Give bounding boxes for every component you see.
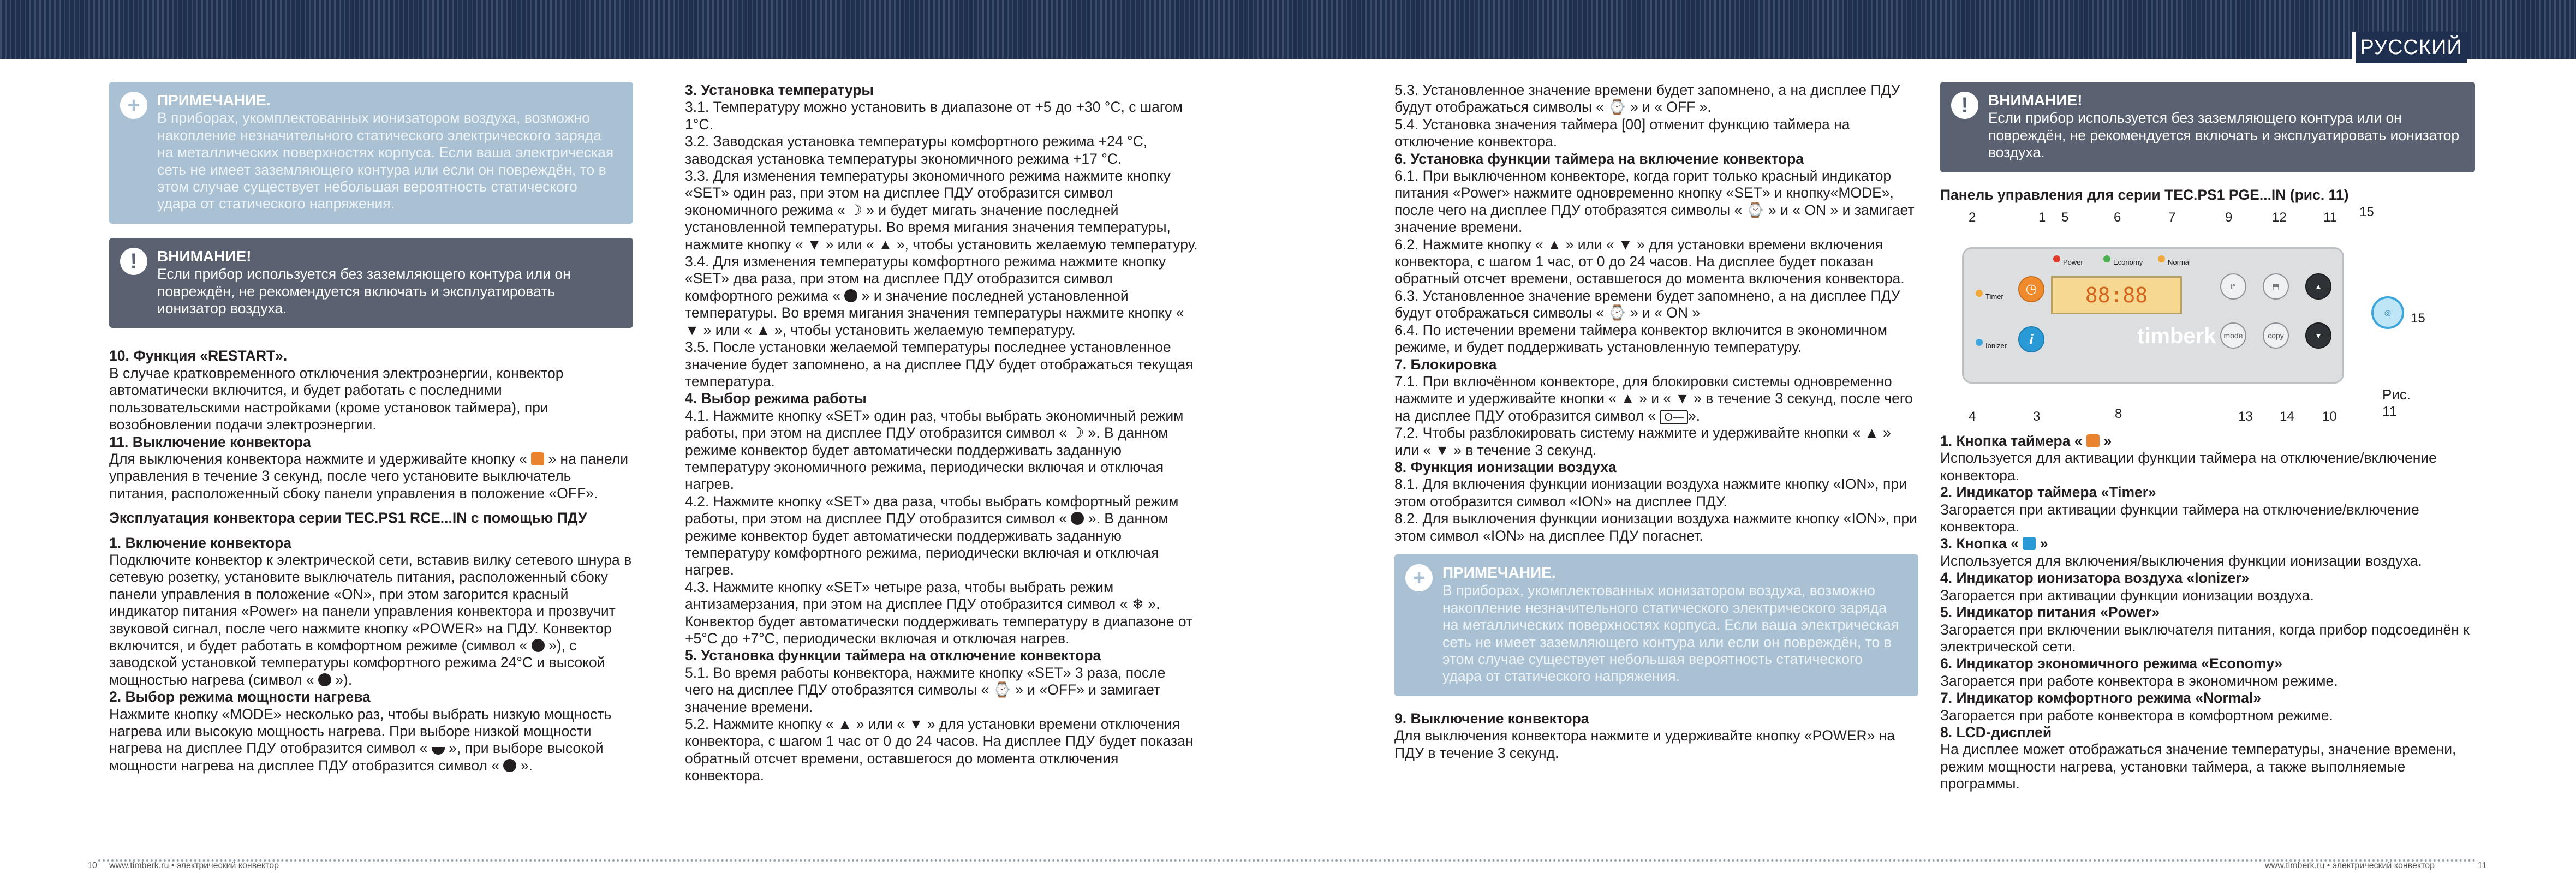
section-title: 10. Функция «RESTART». xyxy=(109,348,288,364)
timer-icon: ⌚ xyxy=(993,681,1011,698)
column-1 xyxy=(109,82,633,774)
note-title: ПРИМЕЧАНИЕ. xyxy=(1442,564,1556,581)
paragraph: 6.4. По истечении времени таймера конвектор включится в экономичном режиме, и будет поддерживать установленную температуру. xyxy=(1394,321,1887,356)
callout: 8 xyxy=(2115,406,2122,422)
moon-icon: ☽ xyxy=(1071,424,1084,441)
timer-icon: ⌚ xyxy=(1608,304,1626,321)
callout: 13 xyxy=(2238,409,2253,424)
remote-sensor: ◎ xyxy=(2371,296,2404,329)
note-box xyxy=(109,82,633,224)
low-power-icon xyxy=(432,747,445,755)
power-label: Power xyxy=(2063,258,2083,267)
figure-caption: Рис. 11 xyxy=(2382,386,2411,420)
paragraph: Для выключения конвектора нажмите и удерживайте кнопку « » на панели управления в течение 3 секунд, после чего установите выключатель питания, расположенный сбоку панели управления в положение «OFF». xyxy=(109,450,629,501)
copy-button[interactable]: copy xyxy=(2263,322,2289,349)
ion-button-icon xyxy=(2023,537,2036,550)
warning-box xyxy=(1940,82,2475,172)
plus-icon: + xyxy=(120,92,147,119)
ionizer-label: Ionizer xyxy=(1985,342,2007,350)
paragraph: Загорается при работе конвектора в экономичном режиме. xyxy=(1940,672,2338,689)
exclamation-icon: ! xyxy=(1951,92,1978,119)
item-title: 1. Кнопка таймера « » xyxy=(1940,433,2112,450)
paragraph: Загорается при активации функции таймера на отключение/включение конвектора. xyxy=(1940,501,2419,535)
section-title: 11. Выключение конвектора xyxy=(109,433,311,450)
paragraph: В случае кратковременного отключения электроэнергии, конвектор автоматически включится, и будет работать с последними пользовательскими настройками (кроме установок таймера), при возобновлении подачи электроэнергии. xyxy=(109,364,564,433)
paragraph: На дисплее может отображаться значение температуры, значение времени, режим мощности нагрева, установки таймера, а также выполняемые программы. xyxy=(1940,741,2456,792)
item-title: 4. Индикатор ионизатора воздуха «Ionizer» xyxy=(1940,570,2250,587)
paragraph: Загорается при включении выключателя питания, когда прибор подсоединён к электрической сети. xyxy=(1940,621,2470,655)
note-text: В приборах, укомплектованных ионизатором воздуха, возможно накопление незначительного статического электрического заряда на металлических поверхностях корпуса. Если ваша электрическая сеть не имеет заземляющего контура или если он повреждён, то в этом случае существует небольшая вероятность статического удара от статического напряжения. xyxy=(1442,582,1899,685)
section-title: 3. Установка температуры xyxy=(685,82,874,98)
note-box xyxy=(1394,554,1918,696)
item-title: 6. Индикатор экономичного режима «Economy» xyxy=(1940,655,2283,672)
panel-title: Панель управления для серии TEC.PS1 PGE...IN (рис. 11) xyxy=(1940,186,2349,203)
timer-button[interactable]: ◷ xyxy=(2018,276,2044,302)
paragraph: 4.2. Нажмите кнопку «SET» два раза, чтобы выбрать комфортный режим работы, при этом на дисплее ПДУ отобразится символ « ». В данном режиме конвектор будет автоматически поддерживать заданную температуру комфортного режима, периодически включая и отключая нагрев. xyxy=(685,493,1179,578)
section-title: 1. Включение конвектора xyxy=(109,534,291,551)
down-button[interactable]: ▼ xyxy=(2305,322,2331,349)
section-title: Эксплуатация конвектора серии TEC.PS1 RCE...IN с помощью ПДУ xyxy=(109,510,587,527)
normal-label: Normal xyxy=(2168,258,2191,267)
ion-button[interactable]: i xyxy=(2018,326,2044,352)
callout: 1 xyxy=(2038,210,2046,225)
item-title: 3. Кнопка « » xyxy=(1940,535,2048,552)
lcd-display: 88:88 xyxy=(2051,276,2182,314)
item-title: 2. Индикатор таймера «Timer» xyxy=(1940,484,2156,501)
warning-title: ВНИМАНИЕ! xyxy=(1988,92,2083,109)
paragraph: 4.3. Нажмите кнопку «SET» четыре раза, чтобы выбрать режим антизамерзания, при этом на дисплее ПДУ отобразится символ « ❄ ». Конвектор будет автоматически поддерживать температуру в диапазоне от +5°С до +7°С, периодически включая и отключая нагрев. xyxy=(685,578,1193,647)
callout: 12 xyxy=(2272,210,2287,225)
timer-label: Timer xyxy=(1985,292,2003,301)
power-led xyxy=(2053,255,2060,262)
section-title: 8. Функция ионизации воздуха xyxy=(1394,458,1617,475)
footer-rule xyxy=(98,859,2478,862)
callout: 3 xyxy=(2033,409,2041,424)
callout: 11 xyxy=(2323,210,2337,225)
callout: 15 xyxy=(2411,311,2425,326)
callout: 9 xyxy=(2225,210,2233,225)
paragraph: 8.2. Для выключения функции ионизации воздуха нажмите кнопку «ION», при этом символ «ION» на дисплее ПДУ погаснет. xyxy=(1394,510,1917,544)
comfort-mode-icon xyxy=(532,639,545,652)
comfort-mode-icon xyxy=(844,289,857,302)
lock-icon: O— xyxy=(1660,410,1688,424)
section-title: 6. Установка функции таймера на включение конвектора xyxy=(1394,150,1804,167)
paragraph: Используется для активации функции таймера на отключение/включение конвектора. xyxy=(1940,450,2437,483)
paragraph: 3.3. Для изменения температуры экономичного режима нажмите кнопку «SET» один раз, при этом на дисплее ПДУ отобразится символ экономичного режима « ☽ » и будет мигать значение последней установленной температуры. Во время мигания значения температуры, нажмите кнопку « ▼ » или « ▲ », чтобы установить желаемую температуру. xyxy=(685,168,1198,253)
paragraph: Нажмите кнопку «MODE» несколько раз, чтобы выбрать низкую мощность нагрева или высокую мощность нагрева. При выборе низкой мощности нагрева на дисплее ПДУ отобразится символ « », при выборе высокой мощности нагрева на дисплее ПДУ отобразится символ « ». xyxy=(109,705,612,774)
callout: 2 xyxy=(1969,210,1976,225)
callout: 6 xyxy=(2114,210,2121,225)
paragraph: Для выключения конвектора нажмите и удерживайте кнопку «POWER» на ПДУ в течение 3 секунд. xyxy=(1394,727,1895,761)
page-number-right: 11 xyxy=(2478,861,2487,870)
warning-text: Если прибор используется без заземляющего контура или он повреждён, не рекомендуется включать и эксплуатировать ионизатор воздуха. xyxy=(1988,110,2460,161)
paragraph: 3.4. Для изменения температуры комфортного режима нажмите кнопку «SET» два раза, при этом на дисплее ПДУ отобразится символ комфортного режима « » и значение последней установленной температуры. Во время мигания значения температуры нажмите кнопку « ▼ » или « ▲ », чтобы установить желаемую температуру. xyxy=(685,253,1184,338)
section-title: 5. Установка функции таймера на отключение конвектора xyxy=(685,647,1101,664)
language-tab: РУССКИЙ xyxy=(2352,32,2467,63)
normal-led xyxy=(2158,255,2165,262)
timer-button-icon xyxy=(2086,434,2100,447)
ionizer-led xyxy=(1976,339,1983,346)
header-band xyxy=(0,0,2576,59)
paragraph: 4.1. Нажмите кнопку «SET» один раз, чтобы выбрать экономичный режим работы, при этом на дисплее ПДУ отобразится символ « ☽ ». В данном режиме конвектор будет автоматически поддерживать заданную температуру экономичного режима, периодически включая и отключая нагрев. xyxy=(685,407,1184,493)
paragraph: 5.3. Установленное значение времени будет запомнено, а на дисплее ПДУ будут отображаться символы « ⌚ » и « OFF ». xyxy=(1394,82,1900,116)
item-title: 5. Индикатор питания «Power» xyxy=(1940,604,2160,621)
warning-box xyxy=(109,238,633,328)
control-panel xyxy=(1962,247,2344,384)
comfort-mode-icon xyxy=(1071,512,1084,525)
note-title: ПРИМЕЧАНИЕ. xyxy=(157,92,271,109)
paragraph: 6.2. Нажмите кнопку « ▲ » или « ▼ » для установки времени включения конвектора, с шагом 1 час, от 0 до 24 часов. На дисплее будет показан обратный отсчет времени, оставшегося до момента включения конвектора. xyxy=(1394,236,1905,287)
callout: 10 xyxy=(2322,409,2337,424)
timer-icon: ⌚ xyxy=(1608,99,1626,116)
paragraph: 5.1. Во время работы конвектора, нажмите кнопку «SET» 3 раза, после чего на дисплее ПДУ отобразятся символы « ⌚ » и «OFF» и замигает значение времени. xyxy=(685,664,1166,715)
up-button[interactable]: ▲ xyxy=(2305,273,2331,300)
paragraph: 6.3. Установленное значение времени будет запомнено, а на дисплее ПДУ будут отображаться символы « ⌚ » и « ON » xyxy=(1394,287,1900,321)
paragraph: 5.2. Нажмите кнопку « ▲ » или « ▼ » для установки времени отключения конвектора, с шагом 1 час от 0 до 24 часов. На дисплее ПДУ будет показан обратный отсчет времени, оставшегося до момента отключения конвектора. xyxy=(685,716,1194,784)
paragraph: 6.1. При выключенном конвекторе, когда горит только красный индикатор питания «Power» нажмите одновременно кнопку «SET» и кнопку«MODE», после чего на дисплее ПДУ отобразятся символы « ⌚ » и « ON » и замигает значение времени. xyxy=(1394,168,1915,236)
callout: 7 xyxy=(2168,210,2176,225)
item-title: 8. LCD-дисплей xyxy=(1940,723,2052,740)
paragraph: Используется для включения/выключения функции ионизации воздуха. xyxy=(1940,552,2422,569)
moon-icon: ☽ xyxy=(849,201,862,218)
economy-label: Economy xyxy=(2113,258,2143,267)
footer-text-left: www.timberk.ru • электрический конвектор xyxy=(109,861,279,870)
column-4 xyxy=(1940,82,2475,793)
paragraph: Загорается при работе конвектора в комфортном режиме. xyxy=(1940,707,2333,723)
column-2 xyxy=(685,82,1198,785)
paragraph: 3.1. Температуру можно установить в диапазоне от +5 до +30 °С, с шагом 1°С. xyxy=(685,99,1183,133)
item-title: 7. Индикатор комфортного режима «Normal» xyxy=(1940,690,2262,707)
callout: 14 xyxy=(2280,409,2294,424)
page-number-left: 10 xyxy=(87,861,97,870)
set-button[interactable]: ▤ xyxy=(2263,273,2289,300)
timer-led xyxy=(1976,290,1983,297)
callout: 15 xyxy=(2359,205,2374,220)
temperature-button[interactable]: t° xyxy=(2220,273,2246,300)
warning-text: Если прибор используется без заземляющего контура или он повреждён, не рекомендуется включать и эксплуатировать ионизатор воздуха. xyxy=(157,266,571,317)
warning-title: ВНИМАНИЕ! xyxy=(157,247,252,265)
callout: 4 xyxy=(1969,409,1976,424)
footer-text-right: www.timberk.ru • электрический конвектор xyxy=(2265,861,2435,870)
brand-logo: timberk xyxy=(2137,324,2216,349)
column-3 xyxy=(1394,82,1918,762)
section-title: 2. Выбор режима мощности нагрева xyxy=(109,689,371,705)
snowflake-icon: ❄ xyxy=(1131,596,1144,613)
control-panel-figure xyxy=(1940,205,2425,433)
plus-icon: + xyxy=(1405,564,1433,591)
high-power-icon xyxy=(503,759,516,772)
paragraph: 3.2. Заводская установка температуры комфортного режима +24 °С, заводская установка температуры экономичного режима +17 °С. xyxy=(685,133,1148,167)
callout: 5 xyxy=(2061,210,2069,225)
economy-led xyxy=(2103,255,2110,262)
mode-button[interactable]: mode xyxy=(2220,322,2246,349)
exclamation-icon: ! xyxy=(120,248,147,275)
power-button-icon xyxy=(531,452,544,465)
section-title: 9. Выключение конвектора xyxy=(1394,710,1589,727)
high-power-icon xyxy=(318,673,331,686)
paragraph: 5.4. Установка значения таймера [00] отменит функцию таймера на отключение конвектора. xyxy=(1394,116,1850,150)
section-title: 4. Выбор режима работы xyxy=(685,390,867,407)
paragraph: 7.2. Чтобы разблокировать систему нажмите и удерживайте кнопки « ▲ » или « ▼ » в течение 3 секунд. xyxy=(1394,424,1891,458)
timer-icon: ⌚ xyxy=(1746,201,1764,218)
paragraph: Загорается при активации функции ионизации воздуха. xyxy=(1940,587,2314,603)
note-text: В приборах, укомплектованных ионизатором воздуха, возможно накопление незначительного статического электрического заряда на металлических поверхностях корпуса. Если ваша электрическая сеть не имеет заземляющего контура или если он повреждён, то в этом случае существует небольшая вероятность статического удара от статического напряжения. xyxy=(157,110,614,212)
paragraph: Подключите конвектор к электрической сети, вставив вилку сетевого шнура в сетевую розетку, установите выключатель питания, расположенный сбоку панели управления в положение «ON», при этом загорится красный индикатор питания «Power» на панели управления конвектора и прозвучит звуковой сигнал, после чего нажмите кнопку «POWER» на ПДУ. Конвектор включится, и будет работать в комфортном режиме (символ « »), с заводской установкой температуры комфортного режима 24°С и высокой мощностью нагрева (символ « »). xyxy=(109,551,632,688)
paragraph: 3.5. После установки желаемой температуры последнее установленное значение будет запомнено, а на дисплее ПДУ будет отображаться текущая температура. xyxy=(685,339,1194,390)
section-title: 7. Блокировка xyxy=(1394,356,1497,373)
paragraph: 8.1. Для включения функции ионизации воздуха нажмите кнопку «ION», при этом отобразится символ «ION» на дисплее ПДУ. xyxy=(1394,476,1907,510)
paragraph: 7.1. При включённом конвекторе, для блокировки системы одновременно нажмите и удерживайте кнопки « ▲ » и « ▼ » в течение 3 секунд, после чего на дисплее ПДУ отобразится символ « O— ». xyxy=(1394,373,1913,424)
